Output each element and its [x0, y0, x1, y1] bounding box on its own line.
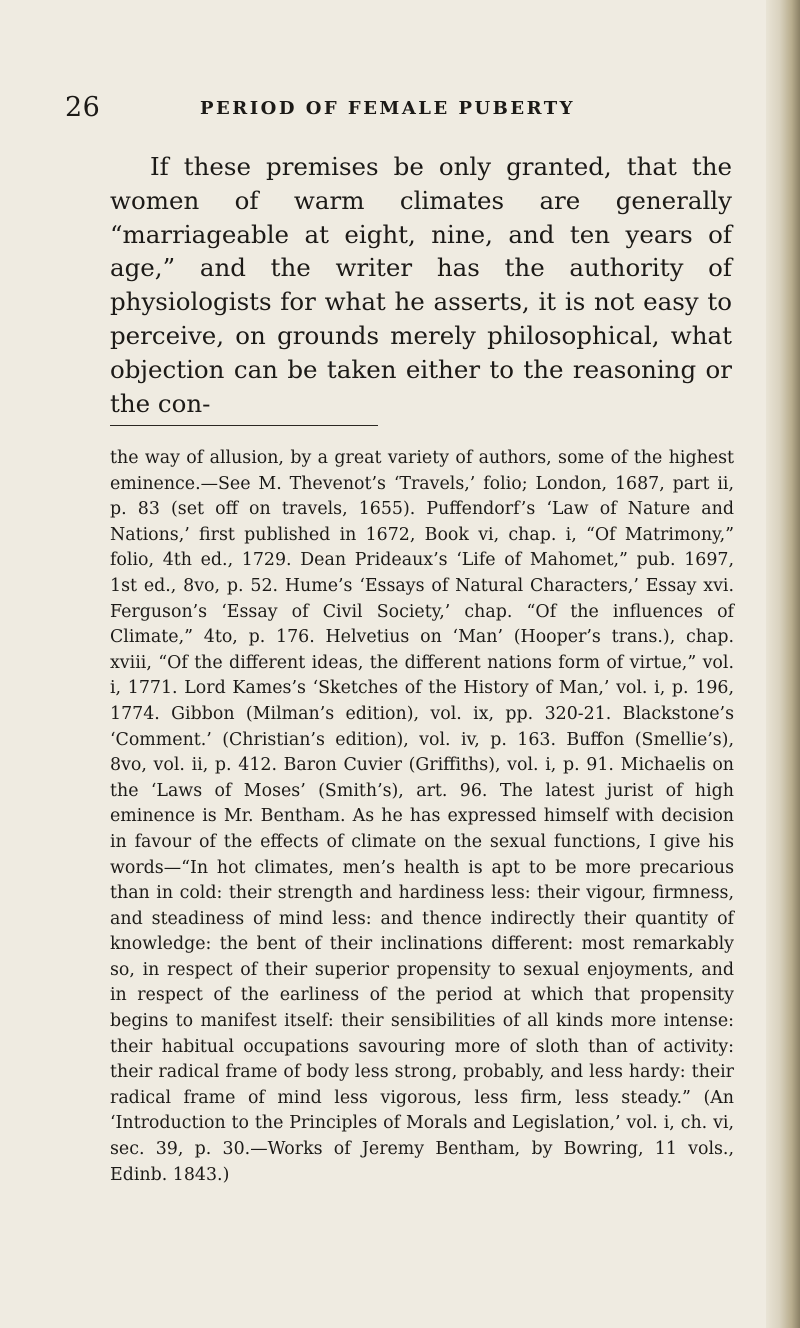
footnote: [110, 446, 734, 1188]
footnote-text: the way of allusion, by a great variety of authors, some of the highest eminence.—See M. Thevenot’s ‘Travels,’ folio; London, 1687, part ii, p. 83 (set off on travels, 1655). Puffendorf’s ‘Law of Nature and Nations,’ first published in 1672, Book vi, chap. i, “Of Matrimony,” folio, 4th ed., 1729. Dean Prideaux’s ‘Life of Mahomet,” pub. 1697, 1st ed., 8vo, p. 52. Hume’s ‘Essays of Natural Characters,’ Essay xvi. Ferguson’s ‘Essay of Civil Society,’ chap. “Of the influences of Climate,” 4to, p. 176. Helvetius on ‘Man’ (Hooper’s trans.), chap. xviii, “Of the different ideas, the different nations form of virtue,” vol. i, 1771. Lord Kames’s ‘Sketches of the History of Man,’ vol. i, p. 196, 1774. Gibbon (Milman’s edition), vol. ix, pp. 320-21. Blackstone’s ‘Comment.’ (Christian’s edition), vol. iv, p. 163. Buffon (Smellie’s), 8vo, vol. ii, p. 412. Baron Cuvier (Griffiths), vol. i, p. 91. Michaelis on the ‘Laws of Moses’ (Smith’s), art. 96. The latest jurist of high eminence is Mr. Bentham. As he has expressed himself with decision in favour of the effects of climate on the sexual functions, I give his words—“In hot climates, men’s health is apt to be more precarious than in cold: their strength and hardiness less: their vigour, firmness, and steadiness of mind less: and thence indirectly their quantity of knowledge: the bent of their inclinations different: most remarkably so, in respect of their superior propensity to sexual enjoyments, and in respect of the earliness of the period at which that propensity begins to manifest itself: their sensibilities of all kinds more intense: their habitual occupations savouring more of sloth than of activity: their radical frame of body less strong, probably, and less hardy: their radical frame of mind less vigorous, less firm, less steady.” (An ‘Introduction to the Principles of Morals and Legislation,’ vol. i, ch. vi, sec. 39, p. 30.—Works of Jeremy Bentham, by Bowring, 11 vols., Edinb. 1843.): [110, 448, 734, 1185]
page-edge-shadow: [766, 0, 800, 1328]
main-text: [110, 150, 732, 420]
page-number: 26: [65, 92, 101, 123]
body-paragraph: If these premises be only granted, that the women of warm climates are generally “marriageable at eight, nine, and ten years of age,” and the writer has the authority of physiologists for what he asserts, it is not easy to perceive, on grounds merely philosophical, what objection can be taken either to the reasoning or the con-: [110, 152, 732, 418]
running-title: PERIOD OF FEMALE PUBERTY: [200, 98, 575, 119]
footnote-rule: [110, 425, 378, 426]
running-head: [65, 92, 755, 132]
